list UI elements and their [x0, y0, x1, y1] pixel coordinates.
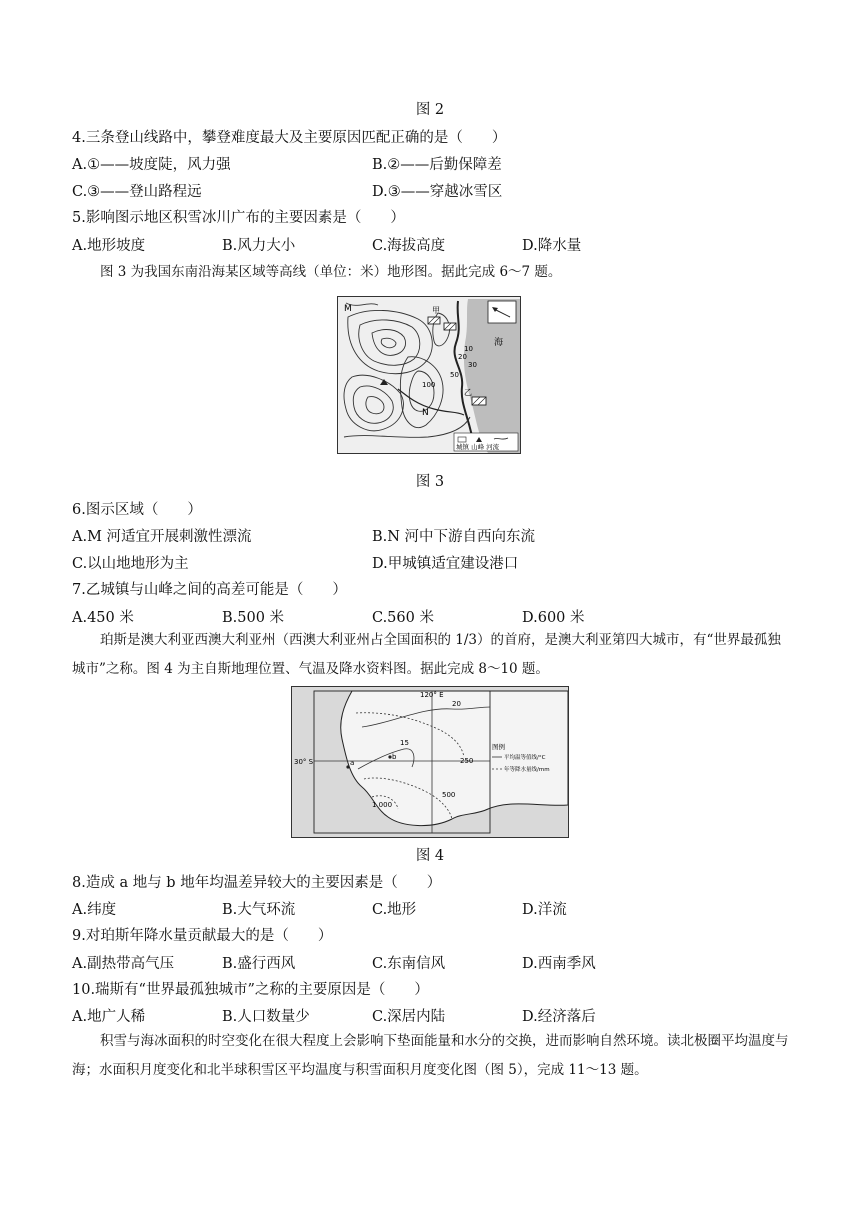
- q8-option-d: D.洋流: [522, 902, 567, 918]
- contour-map-svg: [338, 297, 520, 453]
- figure-4-caption: 图 4: [415, 848, 445, 864]
- label-sea-top: 海: [494, 338, 504, 348]
- label-n-river: N: [422, 408, 429, 418]
- question-7-stem: 7.乙城镇与山峰之间的高差可能是（ ）: [72, 582, 347, 598]
- label-longitude: 120° E: [420, 691, 444, 699]
- label-isohyet-500: 500: [442, 791, 456, 799]
- question-8-stem: 8.造成 a 地与 b 地年均温差异较大的主要因素是（ ）: [72, 875, 442, 891]
- q6-option-c: C.以山地地形为主: [72, 556, 189, 572]
- question-5-stem: 5.影响图示地区积雪冰川广布的主要因素是（ ）: [72, 210, 405, 226]
- fig4-legend-prec: 年等降水量线/mm: [504, 767, 550, 773]
- q5-option-c: C.海拔高度: [372, 238, 446, 254]
- q7-option-b: B.500 米: [222, 610, 285, 626]
- label-contour-10: 10: [464, 345, 473, 353]
- q8-option-b: B.大气环流: [222, 902, 296, 918]
- q9-option-c: C.东南信风: [372, 956, 446, 972]
- figure-3-intro: 图 3 为我国东南沿海某区域等高线（单位：米）地形图。据此完成 6～7 题。: [100, 264, 562, 280]
- q10-option-c: C.深居内陆: [372, 1009, 446, 1025]
- label-isotherm-15: 15: [400, 739, 409, 747]
- fig4-legend-temp: 平均温等值线/°C: [504, 755, 546, 761]
- figure-3-contour-map: [337, 296, 521, 454]
- label-point-b: b: [392, 753, 397, 761]
- label-isohyet-1000: 1 000: [372, 801, 393, 809]
- label-isotherm-20: 20: [452, 700, 461, 708]
- q10-option-b: B.人口数量少: [222, 1009, 310, 1025]
- figure-4-perth-map: [291, 686, 569, 838]
- figure-4-intro: 珀斯是澳大利亚西澳大利亚州（西澳大利亚州占全国面积的 1/3）的首府，是澳大利亚第四大城市，有“世界最孤独城市”之称。图 4 为主自斯地理位置、气温及降水资料图。据此完成 8～10 题。: [72, 632, 781, 677]
- q6-option-d: D.甲城镇适宜建设港口: [372, 556, 519, 572]
- q8-option-a: A.纬度: [72, 902, 117, 918]
- question-4-stem: 4.三条登山线路中，攀登难度最大及主要原因匹配正确的是（ ）: [72, 130, 507, 146]
- q10-option-d: D.经济落后: [522, 1009, 596, 1025]
- q9-option-a: A.副热带高气压: [72, 956, 175, 972]
- q6-option-b: B.N 河中下游自西向东流: [372, 529, 536, 545]
- perth-map-svg: [292, 687, 568, 837]
- q5-option-d: D.降水量: [522, 238, 582, 254]
- q7-option-a: A.450 米: [72, 610, 134, 626]
- figure-3-caption: 图 3: [415, 474, 445, 490]
- q4-option-c: C.③——登山路程远: [72, 184, 202, 200]
- q5-option-b: B.风力大小: [222, 238, 296, 254]
- q5-option-a: A.地形坡度: [72, 238, 146, 254]
- label-point-a: a: [350, 759, 355, 767]
- question-9-stem: 9.对珀斯年降水量贡献最大的是（ ）: [72, 928, 333, 944]
- label-contour-100: 100: [422, 381, 436, 389]
- figure-2-caption: 图 2: [415, 102, 445, 118]
- q4-option-d: D.③——穿越冰雪区: [372, 184, 503, 200]
- label-m-river: M: [344, 304, 352, 314]
- fig4-legend-title: 图例: [492, 743, 505, 751]
- label-isohyet-250: 250: [460, 757, 474, 765]
- question-10-stem: 10.瑞斯有“世界最孤独城市”之称的主要原因是（ ）: [72, 982, 429, 998]
- question-6-stem: 6.图示区域（ ）: [72, 502, 202, 518]
- label-contour-30: 30: [468, 361, 477, 369]
- label-town-yi: 乙: [464, 388, 472, 397]
- label-contour-50: 50: [450, 371, 459, 379]
- q8-option-c: C.地形: [372, 902, 417, 918]
- label-latitude: 30° S: [294, 758, 314, 766]
- q4-option-a: A.①——坡度陡，风力强: [72, 157, 231, 173]
- q7-option-c: C.560 米: [372, 610, 434, 626]
- q4-option-b: B.②——后勤保障差: [372, 157, 502, 173]
- q7-option-d: D.600 米: [522, 610, 585, 626]
- q6-option-a: A.M 河适宜开展刺激性漂流: [72, 529, 252, 545]
- figure-5-intro: 积雪与海冰面积的时空变化在很大程度上会影响下垫面能量和水分的交换，进而影响自然环境。读北极圈平均温度与海；水面积月度变化和北半球积雪区平均温度与积雪面积月度变化图（图 5），完成 11～13 题。: [72, 1033, 789, 1078]
- q10-option-a: A.地广人稀: [72, 1009, 146, 1025]
- label-contour-20: 20: [458, 353, 467, 361]
- label-town-jia: 甲: [432, 306, 440, 315]
- q9-option-b: B.盛行西风: [222, 956, 296, 972]
- q9-option-d: D.西南季风: [522, 956, 596, 972]
- fig3-legend-text: 城镇 山峰 河流: [456, 443, 500, 451]
